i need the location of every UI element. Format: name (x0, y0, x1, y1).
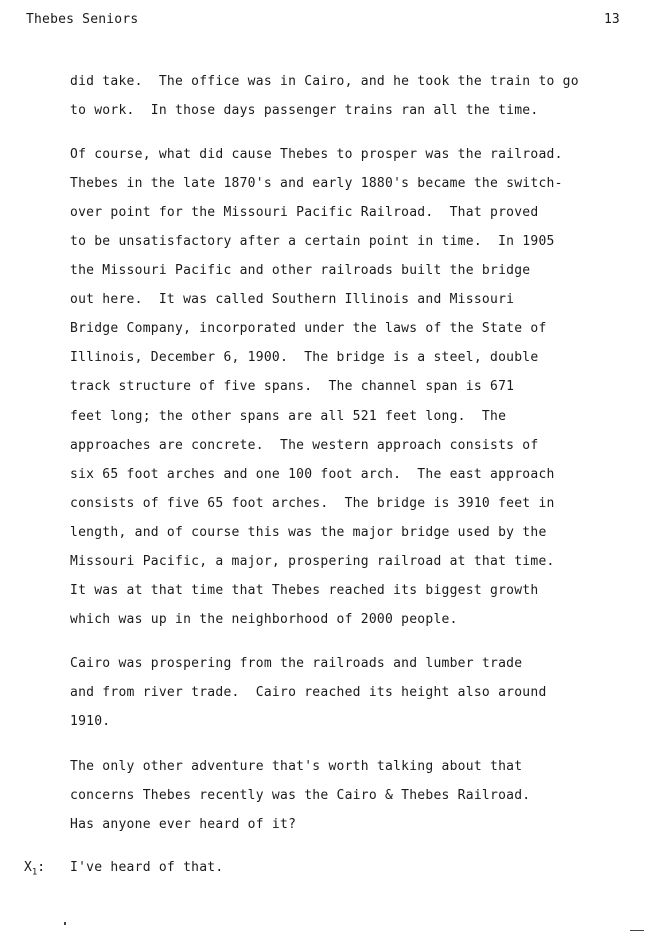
scan-speck-mark (64, 922, 66, 925)
text-line: Illinois, December 6, 1900. The bridge is a steel, double (70, 350, 539, 365)
text-line: The only other adventure that's worth talking about that (70, 759, 523, 774)
text-line: consists of five 65 foot arches. The bridge is 3910 feet in (70, 496, 555, 511)
text-line: concerns Thebes recently was the Cairo & Thebes Railroad. (70, 788, 531, 803)
text-line: and from river trade. Cairo reached its height also around (70, 685, 547, 700)
text-line: to work. In those days passenger trains ran all the time. (70, 103, 539, 118)
text-line: six 65 foot arches and one 100 foot arch. The east approach (70, 467, 555, 482)
text-line: Thebes in the late 1870's and early 1880's became the switch- (70, 176, 563, 191)
speaker-subscript: 1 (31, 867, 38, 878)
text-line: Of course, what did cause Thebes to prosper was the railroad. (70, 147, 563, 162)
text-line: to be unsatisfactory after a certain point in time. In 1905 (70, 234, 555, 249)
text-line: feet long; the other spans are all 521 feet long. The (70, 409, 507, 424)
speaker-label (24, 860, 45, 878)
text-line: Bridge Company, incorporated under the laws of the State of (70, 321, 547, 336)
text-line: Cairo was prospering from the railroads and lumber trade (70, 656, 523, 671)
text-line: the Missouri Pacific and other railroads built the bridge (70, 263, 531, 278)
page-number: 13 (604, 12, 620, 27)
text-line: length, and of course this was the major bridge used by the (70, 525, 547, 540)
text-line: out here. It was called Southern Illinois and Missouri (70, 292, 515, 307)
text-line: track structure of five spans. The channel span is 671 (70, 379, 515, 394)
text-line: 1910. (70, 714, 111, 729)
speaker-colon: : (37, 860, 46, 875)
text-line: over point for the Missouri Pacific Railroad. That proved (70, 205, 539, 220)
text-line: did take. The office was in Cairo, and he took the train to go (70, 74, 579, 89)
text-line: Has anyone ever heard of it? (70, 817, 297, 832)
text-line: Missouri Pacific, a major, prospering railroad at that time. (70, 554, 555, 569)
page-header-title: Thebes Seniors (26, 12, 139, 27)
speaker-letter: X (24, 860, 32, 875)
text-line: It was at that time that Thebes reached its biggest growth (70, 583, 539, 598)
speaker-text: I've heard of that. (70, 860, 224, 875)
text-line: approaches are concrete. The western approach consists of (70, 438, 539, 453)
text-line: which was up in the neighborhood of 2000 people. (70, 612, 458, 627)
scan-edge-mark (630, 930, 644, 931)
